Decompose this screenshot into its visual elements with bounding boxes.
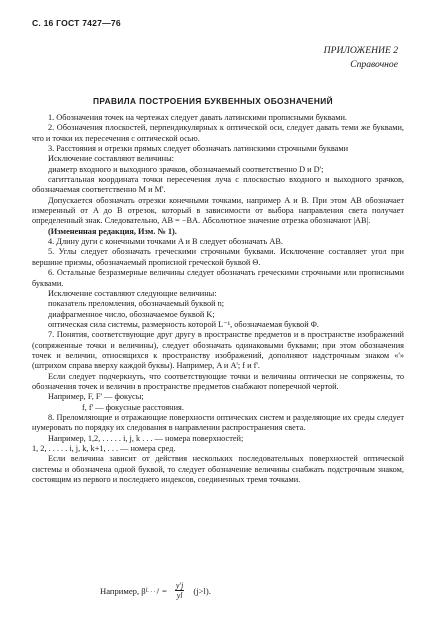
paragraph: 5. Углы следует обозначать греческими строчными буквами. Исключение составляет угол при вершине призмы, обозначаемый прописной греческой буквой Θ. <box>32 247 404 267</box>
section-title: ПРАВИЛА ПОСТРОЕНИЯ БУКВЕННЫХ ОБОЗНАЧЕНИЙ <box>93 96 333 106</box>
document-body <box>32 113 404 485</box>
appendix-block <box>324 44 398 72</box>
paragraph: Допускается обозначать отрезки конечными точками, например A и B. При этом AB обозначает измеренный от A до B отрезок, который в зависимости от выбора направления света получает определенный знак. Следовательно, AB = −BA. Абсолютное значение отрезка обозначают |AB|. <box>32 195 404 226</box>
paragraph: 7. Понятия, соответствующие друг другу в пространстве предметов и в пространстве изображений (сопряженные точки и величины), следует обозначать одинаковыми буквами; при этом обозначения точек и величин, относящихся к пространству изображений, дополняют надстрочным знаком «'» (штрихом справа вверху каждой буквы). Например, A и A'; f и f'. <box>32 330 404 371</box>
paragraph: 3. Расстояния и отрезки прямых следует обозначать латинскими строчными буквами <box>48 144 349 154</box>
paragraph: диафрагменное число, обозначаемое буквой K; <box>48 309 215 319</box>
formula-fraction <box>174 581 185 600</box>
paragraph: 4. Длину дуги с конечными точками A и B следует обозначать AB. <box>48 237 283 247</box>
formula-numerator: y'j <box>175 581 184 590</box>
paragraph: 2. Обозначения плоскостей, перпендикулярных к оптической оси, следует давать теми же буквами, что и точки их пересечения с оптической осью. <box>32 123 404 143</box>
paragraph: Например, 1,2, . . . . . i, j, k . . . — номера поверхностей; <box>48 433 244 443</box>
formula-lead: Например, β <box>100 585 146 596</box>
paragraph: оптическая сила системы, размерность которой L⁻¹, обозначаемая буквой Φ. <box>48 319 319 329</box>
paragraph: сагиттальная координата точки пересечения луча с плоскостью входного и выходного зрачков, обозначаемая соответственно M и M'. <box>32 175 404 195</box>
formula-equals: = <box>162 585 167 596</box>
paragraph: 8. Преломляющие и отражающие поверхности оптических систем и разделяющие их среды следует нумеровать по порядку их следования в направлении распространения света. <box>32 412 404 433</box>
paragraph: 1. Обозначения точек на чертежах следует давать латинскими прописными буквами. <box>48 113 347 122</box>
page-header: С. 16 ГОСТ 7427—76 <box>32 18 121 28</box>
amendment-note: (Измененная редакция, Изм. № 1). <box>48 226 177 236</box>
appendix-subtitle: Справочное <box>350 59 398 70</box>
paragraph: Исключение составляют величины: <box>48 154 174 164</box>
paragraph: диаметр входного и выходного зрачков, обозначаемый соответственно D и D'; <box>48 164 324 174</box>
formula-denominator: yl <box>176 591 183 600</box>
example-formula <box>100 581 211 600</box>
appendix-title: ПРИЛОЖЕНИЕ 2 <box>323 45 398 56</box>
paragraph: показатель преломления, обозначаемый буквой n; <box>48 299 225 309</box>
paragraph: Если следует подчеркнуть, что соответствующие точки и величины оптически не сопряжены, то обозначения точек и величин в пространстве предметов снабжают поперечной чертой. <box>32 371 404 391</box>
paragraph: 6. Остальные безразмерные величины следует обозначать греческими строчными или прописными буквами. <box>32 268 404 288</box>
formula-condition: (j>l). <box>193 585 211 596</box>
paragraph: Например, F, F' — фокусы; <box>48 392 144 402</box>
paragraph: Исключение составляют следующие величины: <box>48 288 217 298</box>
paragraph: Если величина зависит от действия нескольких последовательных поверхностей оптической системы и обозначена одной буквой, то следует обозначение величины снабжать подстрочным знаком, состоящим из первого и последнего индексов, соединенных тремя точками. <box>32 454 404 485</box>
paragraph: 1, 2, . . . . . i, j, k, k+1, . . . — номера сред. <box>32 444 176 453</box>
formula-subscript: l. . . j <box>145 587 159 594</box>
paragraph: f, f' — фокусные расстояния. <box>82 402 184 412</box>
